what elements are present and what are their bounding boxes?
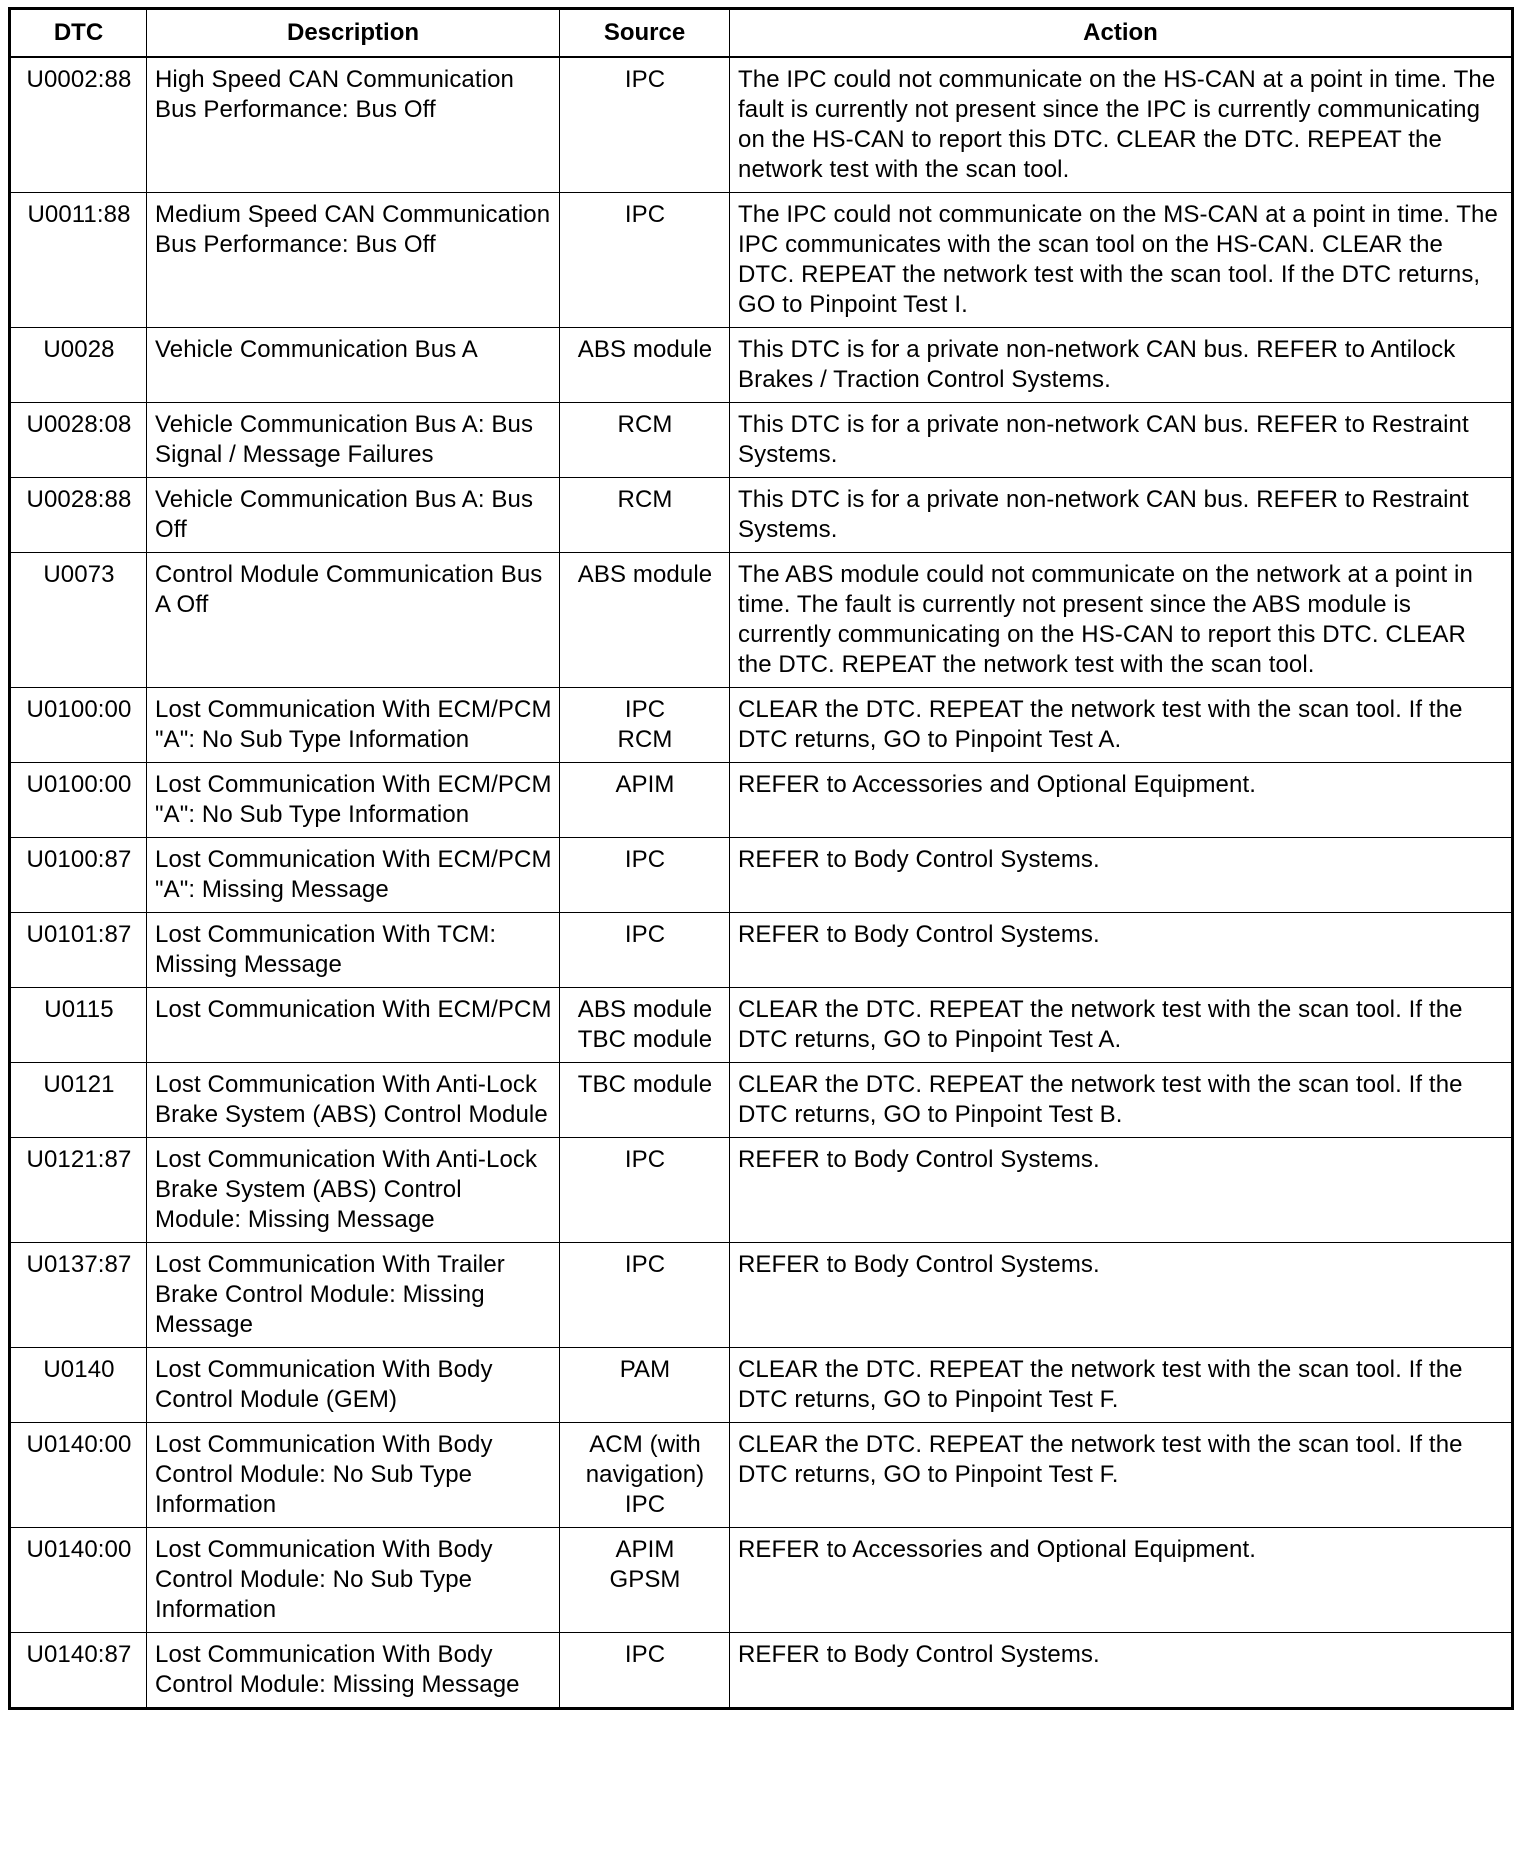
table-row <box>10 1243 1513 1348</box>
source-module: TBC module <box>577 1071 713 1098</box>
source-module: IPC <box>624 1146 666 1173</box>
source-cell <box>560 553 730 688</box>
action-cell: CLEAR the DTC. REPEAT the network test with the scan tool. If the DTC returns, GO to Pinpoint Test A. <box>730 688 1513 763</box>
description-cell: Lost Communication With Body Control Module: No Sub Type Information <box>147 1423 560 1528</box>
table-row <box>10 553 1513 688</box>
source-module: ACM (with navigation) <box>585 1431 705 1488</box>
source-cell <box>560 838 730 913</box>
dtc-code-cell: U0140:87 <box>10 1633 147 1709</box>
dtc-code-cell: U0140 <box>10 1348 147 1423</box>
source-module: ABS module <box>577 996 713 1023</box>
source-module: RCM <box>617 726 673 753</box>
description-cell: Lost Communication With TCM: Missing Message <box>147 913 560 988</box>
description-cell: Lost Communication With Anti-Lock Brake System (ABS) Control Module <box>147 1063 560 1138</box>
source-module: IPC <box>624 696 666 723</box>
description-cell: Control Module Communication Bus A Off <box>147 553 560 688</box>
source-module: RCM <box>617 486 673 513</box>
dtc-code-cell: U0028 <box>10 328 147 403</box>
dtc-code-cell: U0028:88 <box>10 478 147 553</box>
table-row <box>10 1063 1513 1138</box>
source-cell <box>560 1423 730 1528</box>
source-module: IPC <box>624 846 666 873</box>
dtc-code-cell: U0100:00 <box>10 688 147 763</box>
source-cell <box>560 688 730 763</box>
source-cell <box>560 913 730 988</box>
description-cell: Lost Communication With ECM/PCM "A": Missing Message <box>147 838 560 913</box>
action-cell: The ABS module could not communicate on the network at a point in time. The fault is currently not present since the ABS module is currently communicating on the HS-CAN to report this DTC. CLEAR the DTC. REPEAT the network test with the scan tool. <box>730 553 1513 688</box>
source-cell <box>560 403 730 478</box>
action-cell: The IPC could not communicate on the HS-CAN at a point in time. The fault is currently not present since the IPC is currently communicating on the HS-CAN to report this DTC. CLEAR the DTC. REPEAT the network test with the scan tool. <box>730 57 1513 193</box>
action-cell: This DTC is for a private non-network CAN bus. REFER to Antilock Brakes / Traction Control Systems. <box>730 328 1513 403</box>
header-description: Description <box>147 9 560 58</box>
source-cell <box>560 193 730 328</box>
table-row <box>10 1138 1513 1243</box>
description-cell: Lost Communication With Body Control Module: No Sub Type Information <box>147 1528 560 1633</box>
action-cell: CLEAR the DTC. REPEAT the network test with the scan tool. If the DTC returns, GO to Pinpoint Test A. <box>730 988 1513 1063</box>
action-cell: REFER to Body Control Systems. <box>730 1633 1513 1709</box>
source-module: TBC module <box>577 1026 713 1053</box>
description-cell: Lost Communication With Body Control Module (GEM) <box>147 1348 560 1423</box>
table-body <box>10 57 1513 1709</box>
source-module: APIM <box>615 1536 675 1563</box>
table-row <box>10 988 1513 1063</box>
source-module: GPSM <box>609 1566 681 1593</box>
table-row <box>10 763 1513 838</box>
table-row <box>10 478 1513 553</box>
source-module: IPC <box>624 1251 666 1278</box>
source-module: RCM <box>617 411 673 438</box>
source-module: IPC <box>624 1641 666 1668</box>
table-row <box>10 1633 1513 1709</box>
table-row <box>10 688 1513 763</box>
source-cell <box>560 1348 730 1423</box>
source-cell <box>560 763 730 838</box>
source-cell <box>560 1633 730 1709</box>
description-cell: Lost Communication With ECM/PCM "A": No Sub Type Information <box>147 763 560 838</box>
description-cell: Lost Communication With Trailer Brake Control Module: Missing Message <box>147 1243 560 1348</box>
action-cell: CLEAR the DTC. REPEAT the network test with the scan tool. If the DTC returns, GO to Pinpoint Test B. <box>730 1063 1513 1138</box>
action-cell: This DTC is for a private non-network CAN bus. REFER to Restraint Systems. <box>730 478 1513 553</box>
source-cell <box>560 1138 730 1243</box>
description-cell: Lost Communication With Body Control Module: Missing Message <box>147 1633 560 1709</box>
dtc-table <box>8 7 1514 1710</box>
action-cell: REFER to Body Control Systems. <box>730 913 1513 988</box>
dtc-code-cell: U0140:00 <box>10 1528 147 1633</box>
source-cell <box>560 1063 730 1138</box>
dtc-code-cell: U0137:87 <box>10 1243 147 1348</box>
source-module: APIM <box>615 771 675 798</box>
source-cell <box>560 478 730 553</box>
action-cell: CLEAR the DTC. REPEAT the network test with the scan tool. If the DTC returns, GO to Pinpoint Test F. <box>730 1423 1513 1528</box>
table-row <box>10 913 1513 988</box>
source-module: ABS module <box>577 561 713 588</box>
table-row <box>10 1423 1513 1528</box>
source-module: PAM <box>619 1356 671 1383</box>
dtc-code-cell: U0121:87 <box>10 1138 147 1243</box>
description-cell: Lost Communication With ECM/PCM "A": No Sub Type Information <box>147 688 560 763</box>
description-cell: Lost Communication With Anti-Lock Brake System (ABS) Control Module: Missing Message <box>147 1138 560 1243</box>
source-cell <box>560 328 730 403</box>
table-row <box>10 403 1513 478</box>
description-cell: Lost Communication With ECM/PCM <box>147 988 560 1063</box>
dtc-code-cell: U0028:08 <box>10 403 147 478</box>
action-cell: REFER to Body Control Systems. <box>730 1243 1513 1348</box>
source-cell <box>560 988 730 1063</box>
source-cell <box>560 1528 730 1633</box>
table-row <box>10 1528 1513 1633</box>
action-cell: REFER to Body Control Systems. <box>730 838 1513 913</box>
action-cell: The IPC could not communicate on the MS-CAN at a point in time. The IPC communicates with the scan tool on the HS-CAN. CLEAR the DTC. REPEAT the network test with the scan tool. If the DTC returns, GO to Pinpoint Test I. <box>730 193 1513 328</box>
action-cell: REFER to Accessories and Optional Equipment. <box>730 1528 1513 1633</box>
table-header-row <box>10 9 1513 58</box>
header-action: Action <box>730 9 1513 58</box>
dtc-code-cell: U0121 <box>10 1063 147 1138</box>
description-cell: Vehicle Communication Bus A: Bus Off <box>147 478 560 553</box>
action-cell: CLEAR the DTC. REPEAT the network test with the scan tool. If the DTC returns, GO to Pinpoint Test F. <box>730 1348 1513 1423</box>
dtc-code-cell: U0115 <box>10 988 147 1063</box>
description-cell: High Speed CAN Communication Bus Performance: Bus Off <box>147 57 560 193</box>
dtc-code-cell: U0011:88 <box>10 193 147 328</box>
header-source: Source <box>560 9 730 58</box>
action-cell: REFER to Body Control Systems. <box>730 1138 1513 1243</box>
description-cell: Medium Speed CAN Communication Bus Performance: Bus Off <box>147 193 560 328</box>
source-module: IPC <box>624 201 666 228</box>
table-row <box>10 57 1513 193</box>
source-cell <box>560 1243 730 1348</box>
description-cell: Vehicle Communication Bus A <box>147 328 560 403</box>
dtc-code-cell: U0100:00 <box>10 763 147 838</box>
dtc-code-cell: U0100:87 <box>10 838 147 913</box>
dtc-code-cell: U0073 <box>10 553 147 688</box>
action-cell: REFER to Accessories and Optional Equipment. <box>730 763 1513 838</box>
action-cell: This DTC is for a private non-network CAN bus. REFER to Restraint Systems. <box>730 403 1513 478</box>
dtc-code-cell: U0140:00 <box>10 1423 147 1528</box>
source-module: IPC <box>624 66 666 93</box>
description-cell: Vehicle Communication Bus A: Bus Signal / Message Failures <box>147 403 560 478</box>
table-row <box>10 328 1513 403</box>
table-row <box>10 193 1513 328</box>
source-cell <box>560 57 730 193</box>
dtc-code-cell: U0002:88 <box>10 57 147 193</box>
dtc-code-cell: U0101:87 <box>10 913 147 988</box>
source-module: IPC <box>624 921 666 948</box>
header-dtc: DTC <box>10 9 147 58</box>
source-module: IPC <box>624 1491 666 1518</box>
table-row <box>10 838 1513 913</box>
table-row <box>10 1348 1513 1423</box>
source-module: ABS module <box>577 336 713 363</box>
